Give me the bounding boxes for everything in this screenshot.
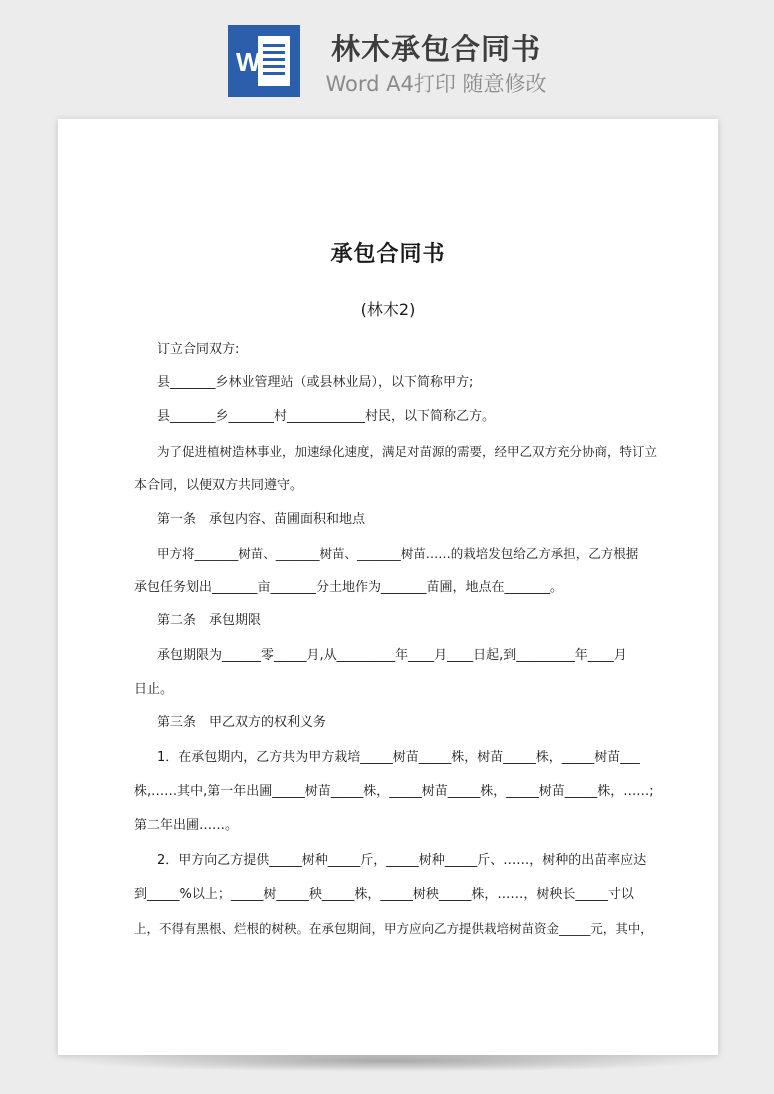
paragraph-line: 县_______乡林业管理站（或县林业局），以下简称甲方; xyxy=(157,375,474,390)
paragraph-line: 1．在承包期内，乙方共为甲方栽培_____树苗_____株，树苗_____株，_____树苗___ xyxy=(157,750,640,765)
document-title: 承包合同书 xyxy=(330,242,446,267)
paragraph-line: 为了促进植树造林事业，加速绿化速度，满足对苗源的需要，经甲乙双方充分协商，特订立 xyxy=(157,444,658,459)
paragraph-line: 株,……其中,第一年出圃_____树苗_____株，_____树苗_____株，_____树苗_____株，……; xyxy=(134,784,654,799)
banner-title: 林木承包合同书 xyxy=(330,32,541,66)
document-subtitle: (林木2) xyxy=(360,300,416,319)
paragraph-line: 本合同，以便双方共同遵守。 xyxy=(134,478,304,493)
paragraph-line: 承包期限为______零_____月,从_________年____月____日起,到_________年____月 xyxy=(157,648,627,663)
section-heading: 第二条 承包期限 xyxy=(157,613,262,628)
paragraph-line: 甲方将_______树苗、_______树苗、_______树苗……的栽培发包给乙方承担，乙方根据 xyxy=(157,546,639,561)
paragraph-line: 2．甲方向乙方提供_____树种_____斤，_____树种_____斤、……，树种的出苗率应达 xyxy=(157,853,647,868)
svg-text:W: W xyxy=(236,47,261,77)
section-heading: 第三条 甲乙双方的权利义务 xyxy=(157,715,327,730)
paragraph-line: 到_____%以上；_____树_____秧_____株，_____树秧_____株，……，树秧长_____寸以 xyxy=(134,887,634,902)
section-heading: 第一条 承包内容、苗圃面积和地点 xyxy=(157,512,366,527)
header-banner xyxy=(0,0,774,120)
banner-subtitle: Word A4打印 随意修改 xyxy=(325,72,547,96)
paragraph-line: 承包任务划出_______亩_______分土地作为_______苗圃，地点在_______。 xyxy=(134,580,564,595)
paragraph-line: 第二年出圃……。 xyxy=(134,818,239,833)
paragraph-line: 上，不得有黑根、烂根的树秧。在承包期间，甲方应向乙方提供栽培树苗资金_____元，其中， xyxy=(134,921,653,936)
paragraph-line: 县_______乡_______村____________村民，以下简称乙方。 xyxy=(157,409,496,424)
paragraph-line: 日止。 xyxy=(134,682,174,697)
paragraph-line: 订立合同双方: xyxy=(157,342,240,357)
document-page xyxy=(58,119,718,1055)
word-document-icon xyxy=(228,25,300,97)
